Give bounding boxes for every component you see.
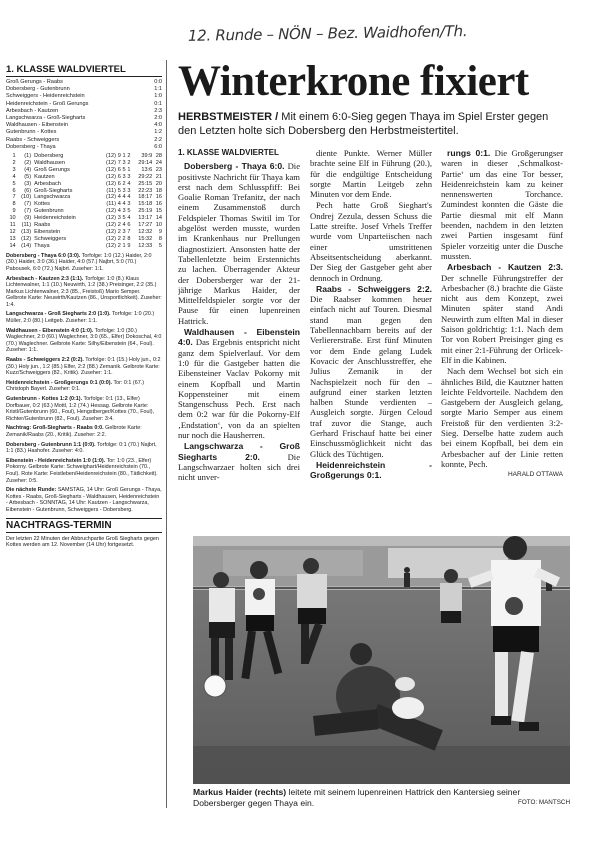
table-cell: 10 [155,222,162,229]
match-report-heading: Nachtrag: Groß-Siegharts - Raabs 0:0. [6,425,104,432]
match-report [6,458,162,484]
table-cell: (12) [106,215,116,222]
table-cell: Schweiggers [34,235,67,242]
paragraph-lead: Langschwarza - Groß Siegharts 2:0. [178,441,300,462]
sidebar-title: 1. KLASSE WALDVIERTEL [6,64,162,77]
match-report-text: Torfolge: 0:1 (15.) Holy jun., 0:2 (30.) Holy jun., 1:2 (85.) Elfer, 2:2 (88.) Zemanik. Gelbrote Karte: Kuzz/Schweiggers (82., Kritik). Zuseher: 1:1. [6,357,161,377]
table-cell: Heidenreichstein [34,215,76,222]
result-match: Groß Gerungs - Raabs [6,79,63,85]
soccer-photo-illustration [193,536,570,784]
table-cell: 9 [12,208,16,215]
table-cell: 8 [127,235,131,242]
match-report-text: Tor: 1:0 (23., Elfer) Pokorny. Gelbrote Karte: Schweighart/Heidenreichstein (70., Foul). Rote Karte: Feistleben/Heidenreichstein (80., Tätlichkeit). Zuseher: 0:5. [6,457,158,484]
match-report-text: Torfolge: 1:0 (30.) Waglechner, 2:0 (60.) Waglechner, 3:0 (65., Elfer) Dokoschal, 4:0 (70.) Waglechner. Gelbrote Karte: Silhy/Eibenstein (64., Foul). Zuseher: 1:1. [6,327,162,354]
table-cell: 2 [122,180,126,187]
table-row [6,215,162,222]
table-cell: (12) [106,242,116,249]
paragraph-lead: Arbesbach - Kautzen 2:3. [447,262,563,273]
match-report-text: Gelbrote Karte: Zemanik/Raabs (20., Kritik). Zuseher: 2:2. [6,425,142,438]
article-paragraph [178,441,300,482]
result-row [6,79,162,86]
table-cell: 7 [127,229,131,235]
table-cell: 29:14 [138,159,153,166]
table-cell: (12) [21,235,32,242]
paragraph-text: Die Großgerungser waren in dieser ‚Schmalkost-Partie‘ um das eine Tor besser, Heidenreichstein kam zu keiner nennenswerten Torchance. Zumindest konnten die Gäste die Partie diesmal mit elf Mann beenden, nachdem in den letzten zwei Partien insgesamt fünf Spieler vorzeitig unter die Dusche mussten. [441,148,563,261]
subhead-text: Mit einem 6:0-Sieg gegen Thaya im Spiel Erster gegen den Letzten holte sich Dobersberg den Herbstmeistertitel. [178,111,549,137]
match-report [6,253,162,273]
table-cell: 16 [155,201,162,208]
result-score: 0:1 [154,100,162,107]
match-report-text: Torfolge: 0:1 (70.) Najbrt, 1:1 (83.) Hashofer. Zuseher: 4:0. [6,441,157,455]
table-cell: 14 [155,215,162,222]
table-cell: 8 [12,201,16,208]
match-report-heading: Arbesbach - Kautzen 2:3 (1:1). [6,275,84,282]
table-cell: 3 [127,201,131,208]
result-score: 1:2 [154,129,162,136]
match-report-text: Tor: 0:1 (67.) Christoph Bayerl. Zuseher: 0:1. [6,379,145,393]
results-list [6,79,162,151]
article-author: HARALD OTTAWA [507,471,563,479]
table-cell: 13 [9,235,16,242]
table-cell: 2 [117,242,121,249]
table-cell: 7 [12,194,16,201]
table-cell: (6) [24,187,32,194]
table-cell: 14 [9,242,16,249]
match-report-heading: Die nächste Runde: [6,487,57,494]
match-photo [193,536,570,784]
match-report [6,487,162,513]
table-row [6,236,162,243]
table-cell: 3 [122,187,126,194]
table-cell: 4 [127,180,131,187]
table-cell: 16 [155,194,162,201]
table-cell: 6 [117,166,121,173]
table-cell: 11 [9,222,16,229]
table-cell: 5 [12,180,16,187]
paragraph-text: Pech hatte Groß Sieghart's Ondrej Zezula, dessen Schuss die Latte streifte. Josef Vrhels Treffer wurde vom Unparteiischen nach einer umstrittenen Abseitsentscheidung aberkannt. Der Sieg der Gastgeber geht aber dennoch in Ordnung. [310,200,432,283]
match-report [6,396,162,422]
table-cell: 13:6 [141,166,153,173]
match-report [6,380,162,393]
result-score: 2:0 [154,115,162,122]
table-cell: Kottes [34,201,50,208]
result-match: Gutenbrunn - Kottes [6,129,57,136]
table-cell: Raabs [34,222,51,229]
article-column-2 [310,148,432,520]
match-reports-list [6,253,162,514]
table-cell: Langschwarza [34,194,71,201]
table-cell: (2) [24,159,32,166]
photo-credit: FOTO: MANTSCH [517,799,570,806]
paragraph-text: Die positivste Nachricht für Thaya kam erst nach dem Schlusspfiff: Bei Goalie Roman Trefanitz, der nach einem Zusammenstoß durch Feldspieler Thomas Switil im Tor abgelöst werden musste, wurden im Krankenhaus nur Prellungen diagnostiziert. Ansonsten hatte der Tabellenletzte beim Erstennichts zu lachen. Überragender Akteur der Dobersberger war der 21-jährige Markus Haider, der Mittelfeldspieler sorgte vor der Pause für einen lupenreinen Hattrick. [178,161,300,326]
table-cell: 2 [122,235,126,242]
results-sidebar [6,64,162,804]
match-report-text: Torfolge: 1:0 (20.) Müller, 2:0 (80.) Leitgeb. Zuseher: 1:1. [6,311,155,325]
table-cell: Kautzen [34,173,55,180]
match-report [6,311,162,324]
match-report [6,442,162,455]
table-cell: (12) [106,173,116,180]
table-cell: 12 [9,229,16,235]
table-cell: 3 [117,215,121,222]
table-cell: 2 [127,159,131,166]
result-score: 6:0 [154,143,162,150]
table-cell: (12) [106,235,116,242]
table-row [6,201,162,208]
result-row [6,101,162,108]
table-cell: 2 [12,159,16,166]
table-cell: Arbesbach [34,180,61,187]
table-cell: 4 [122,201,126,208]
paragraph-text: Der schnelle Führungstreffer der Arbesbacher (8.) brachte die Gäste nicht aus dem Konzept, zwei Minuten später stand Andi Neuwirth zum elften Mal in dieser Saison goldrichtig: 1:1. Nach dem Tor von Robert Preisinger ging es mit einer 2:1-Führung der Orlicek-Elf in die Kabinen. [441,272,563,365]
table-cell: (12) [106,208,116,215]
article-paragraph [441,262,563,365]
table-cell: 6 [127,222,131,229]
match-report [6,328,162,354]
table-row [6,153,162,160]
table-cell: 18 [155,187,162,194]
table-cell: (12) [106,166,116,173]
result-row [6,115,162,122]
match-report [6,357,162,377]
table-cell: 2 [117,235,121,242]
paragraph-text: Das Ergebnis entspricht nicht ganz dem Spielverlauf. Vor dem 1:0 für die Gastgeber hatten die Eibensteiner Vaclav Pokorny mit einem Kopfball und Martin Koppensteiner mit einem Stangenschuss Pech. Erst nach dem 0:2 war für die Pokorny-Elf ‚Endstation‘, von da an spielten nur noch die Hausherren. [178,337,300,441]
table-cell: 4 [12,173,16,180]
table-row [6,222,162,229]
table-cell: (12) [106,180,116,187]
handwritten-annotation: 12. Runde – NÖN – Bez. Waidhofen/Th. [187,22,468,45]
table-cell: 9 [158,229,162,235]
table-cell: 4 [122,222,126,229]
table-cell: 5 [127,208,131,215]
table-cell: 2 [117,229,121,235]
table-cell: 1 [12,153,16,160]
table-cell: (1) [24,153,32,160]
table-cell: 13:17 [138,215,153,222]
result-score: 0:0 [154,79,162,85]
table-cell: 6 [117,173,121,180]
table-cell: 12:33 [138,242,153,249]
section-heading: 1. KLASSE WALDVIERTEL [178,148,279,157]
result-match: Arbesbach - Kautzen [6,107,59,114]
paragraph-text: Nach dem Wechsel bot sich ein ähnliches Bild, die Kautzner hatten leichte Feldvorteile. Nachdem den Gastgebern der Ausgleich gelang, sorgte Mario Semper aus einem Freistoß für den verdienten 3:2-Sieg. Derselbe hatte zudem auch bei einem Kopfball, bei dem ein Arbesbacher auf der Linie retten konnte, Pech. [441,366,563,469]
table-cell: Dobersberg [34,153,64,160]
match-report-heading: Langschwarza - Groß Siegharts 2:0 (1:0). [6,311,111,318]
article-column-3 [441,148,563,520]
table-cell: 8 [158,235,162,242]
table-cell: (9) [24,215,32,222]
article-body [178,148,570,520]
result-row [6,144,162,151]
league-table [6,153,162,250]
table-cell: 12:32 [138,229,153,235]
table-row [6,181,162,188]
photo-caption [193,787,570,808]
table-cell: (7) [24,201,32,208]
table-cell: (7) [24,208,32,215]
article-paragraph [441,148,563,261]
table-cell: 3 [127,187,131,194]
match-report-heading: Gutenbrunn - Kottes 1:2 (0:1). [6,396,83,402]
result-score: 2:3 [154,107,162,114]
article-paragraph [178,161,300,326]
paragraph-text: Die Raabser kommen heuer einfach nicht auf Touren. Diesmal stand man gegen den Tabellennachbarn bereits auf der Verliererstraße. Erst fünf Minuten vor dem Ende gelang Ludek Kovacic der Anschlusstreffer, ehe Julius Zemanik in der Nachspielzeit noch für den – aufgrund einer starken letzten halben Stunde verdienten – Ausgleich sorgte. Jürgen Celoud traf zuvor die Stange, auch Gerhard Frischauf hatte bei einer Einschussmöglichkeit nicht das Glück des Tüchtigen. [310,294,432,459]
table-cell: Gutenbrunn [34,208,64,215]
table-cell: 1 [127,166,131,173]
result-row [6,93,162,100]
result-match: Langschwarza - Groß-Siegharts [6,115,86,122]
table-cell: 17:27 [138,222,153,229]
table-cell: 4 [117,208,121,215]
result-match: Schweiggers - Heidenreichstein [6,93,85,100]
match-report-heading: Eibenstein - Heidenreichstein 1:0 (1:0). [6,457,106,464]
caption-text: leitete mit seinem lupenreinen Hattrick den Kantersieg seiner Dobersberger gegen Thaya ein. [193,787,521,808]
table-cell: 5 [122,215,126,222]
article-paragraph [310,200,432,282]
caption-bold: Markus Haider (rechts) [193,787,287,797]
article-paragraph [310,460,432,481]
paragraph-lead: rungs 0:1. [447,148,491,158]
result-row [6,122,162,129]
article-paragraph [310,148,432,199]
table-cell: 7 [117,159,121,166]
subheadline [178,110,568,138]
table-cell: 6 [117,180,121,187]
table-cell: 6 [12,187,16,194]
match-report [6,425,162,438]
table-row [6,208,162,215]
match-report-text: SAMSTAG, 14 Uhr: Groß Gerungs - Thaya, Kottes - Raabs, Groß-Siegharts - Waldhausen, Heidenreichstein - Arbesbach - SONNTAG, 14 Uhr: Kautzen - Langschwarza, Eibenstein - Gutenbrunn, Schweiggers - Dobersberg. [6,487,162,513]
article-paragraph [441,366,563,469]
match-report-heading: Dobersberg - Gutenbrunn 1:1 (0:0). [6,441,96,448]
table-cell: (12) [106,194,116,201]
match-report-heading: Waldhausen - Eibenstein 4:0 (1:0). [6,327,94,334]
table-row [6,229,162,236]
table-cell: Groß Gerungs [34,166,70,173]
table-cell: 28 [155,153,162,160]
result-match: Raabs - Schweiggers [6,136,60,143]
table-row [6,243,162,250]
table-cell: 4 [127,215,131,222]
table-cell: 3 [12,166,16,173]
result-score: 1:0 [154,93,162,100]
table-cell: 3 [127,173,131,180]
table-cell: 1 [122,153,126,160]
match-report-text: Torfolge: 1:0 (8.) Klaus Lichtenwalner, 1:1 (10.) Neuwirth, 1:2 (38.) Preisinger, 2:2 (35.) Markus Lichtenwalner, 2:3 (85., Freistoß) Mario Semper. Gelbrote Karte: Neuwirth/Kautzen (86., Unsportlichkeit). Zuseher: 1:4. [6,275,162,308]
table-cell: 3 [122,229,126,235]
table-cell: 15:32 [138,235,153,242]
paragraph-lead: Dobersberg - Thaya 6:0. [184,161,285,172]
table-cell: 10 [9,215,16,222]
table-cell: 18:17 [138,194,153,201]
table-cell: (12) [106,153,116,160]
headline: Winterkrone fixiert [178,58,529,105]
table-cell: (12) [106,222,116,229]
table-cell: 4 [127,194,131,201]
table-cell: Thaya [34,242,50,249]
table-row [6,160,162,167]
result-row [6,137,162,144]
match-report-heading: Raabs - Schweiggers 2:2 (0:2). [6,357,84,364]
match-report-heading: Heidenreichstein - Großgerungs 0:1 (0:0). [6,379,113,386]
table-cell: 2 [127,153,131,160]
table-cell: (5) [24,173,32,180]
table-cell: 3 [122,208,126,215]
paragraph-text: Die Langschwarzaer holten sich drei nicht unver- [178,451,300,483]
table-cell: 1 [122,242,126,249]
table-cell: 29:22 [138,173,153,180]
table-cell: 24 [155,159,162,166]
table-cell: 5 [117,187,121,194]
article-paragraph [178,327,300,440]
article-column-1 [178,148,300,520]
table-cell: 3 [122,173,126,180]
table-cell: 15 [155,208,162,215]
sidebar-footer-title: NACHTRAGS-TERMIN [6,518,162,533]
table-cell: (12) [106,159,116,166]
table-cell: (11) [106,187,116,194]
table-cell: 22:23 [138,187,153,194]
table-cell: 2 [117,222,121,229]
table-row [6,174,162,181]
sidebar-footer-text: Der letzten 22 Minuten der Abbruchpartie Groß Siegharts gegen Kottes werden am 12. November (14 Uhr) fortgesetzt. [6,535,159,549]
column-divider [166,60,167,808]
table-cell: 20 [155,180,162,187]
result-score: 1:1 [154,86,162,93]
table-cell: 23 [155,166,162,173]
result-match: Waldhausen - Eibenstein [6,122,68,129]
table-cell: (11) [106,201,116,208]
subhead-kicker: HERBSTMEISTER / [178,111,279,123]
result-match: Dobersberg - Thaya [6,143,56,150]
table-cell: (13) [21,229,32,235]
table-row [6,194,162,201]
match-report-text: Torfolge: 1:0 (12.) Haider, 2:0 (30.) Haider, 3:0 (36.) Haider, 4:0 (57.) Najbrt, 5:0 (70.) Pabousek, 6:0 (72.) Najbrt. Zuseher: 1:1. [6,252,152,272]
table-cell: Waldhausen [34,159,66,166]
table-cell: 21 [155,173,162,180]
table-cell: (3) [24,180,32,187]
table-cell: 5 [122,166,126,173]
result-score: 2:2 [154,136,162,143]
paragraph-text: diente Punkte. Werner Müller brachte seine Elf in Führung (20.), für die endgültige Entscheidung sorgte Martin Leitgeb zehn Minuten vor dem Ende. [310,148,432,200]
table-cell: 4 [117,194,121,201]
table-cell: (4) [24,166,32,173]
paragraph-lead: Waldhausen - Eibenstein 4:0. [178,327,300,348]
table-cell: 3 [122,159,126,166]
paragraph-lead: Raabs - Schweiggers 2:2. [316,283,432,294]
table-row [6,188,162,195]
match-report-heading: Dobersberg - Thaya 6:0 (3:0). [6,252,81,259]
result-match: Dobersberg - Gutenbrunn [6,86,70,93]
result-row [6,129,162,136]
table-cell: 9 [127,242,131,249]
table-cell: 9 [117,153,121,160]
article-paragraph [310,284,432,459]
paragraph-lead: Heidenreichstein - Großgerungs 0:1. [310,459,432,481]
result-score: 4:0 [154,122,162,129]
table-cell: (14) [21,242,32,249]
result-row [6,108,162,115]
table-row [6,167,162,174]
result-match: Heidenreichstein - Groß Gerungs [6,100,89,107]
table-cell: 15:18 [138,201,153,208]
match-report-text: Torfolge: 0:1 (13., Elfer) Dorfbauer, 0:2 (63.) Mottl, 1:2 (74.) Hessag. Gelbrote Karte: Kristl/Gutenbrunn (60., Foul), Hengstberger/Kottes (70., Foul), Richter/Gutenbrunn (82., Foul). Zuseher: 3:4. [6,396,155,422]
table-cell: Groß-Siegharts [34,187,73,194]
match-report [6,276,162,309]
table-cell: (12) [106,229,116,235]
table-cell: 25:15 [138,180,153,187]
table-cell: 4 [117,201,121,208]
table-cell: 5 [158,242,162,249]
table-cell: (10) [21,194,32,201]
table-cell: (11) [21,222,32,229]
table-cell: Eibenstein [34,229,61,235]
table-cell: 4 [122,194,126,201]
table-cell: 39:9 [141,153,153,160]
table-cell: 25:19 [138,208,153,215]
result-row [6,86,162,93]
